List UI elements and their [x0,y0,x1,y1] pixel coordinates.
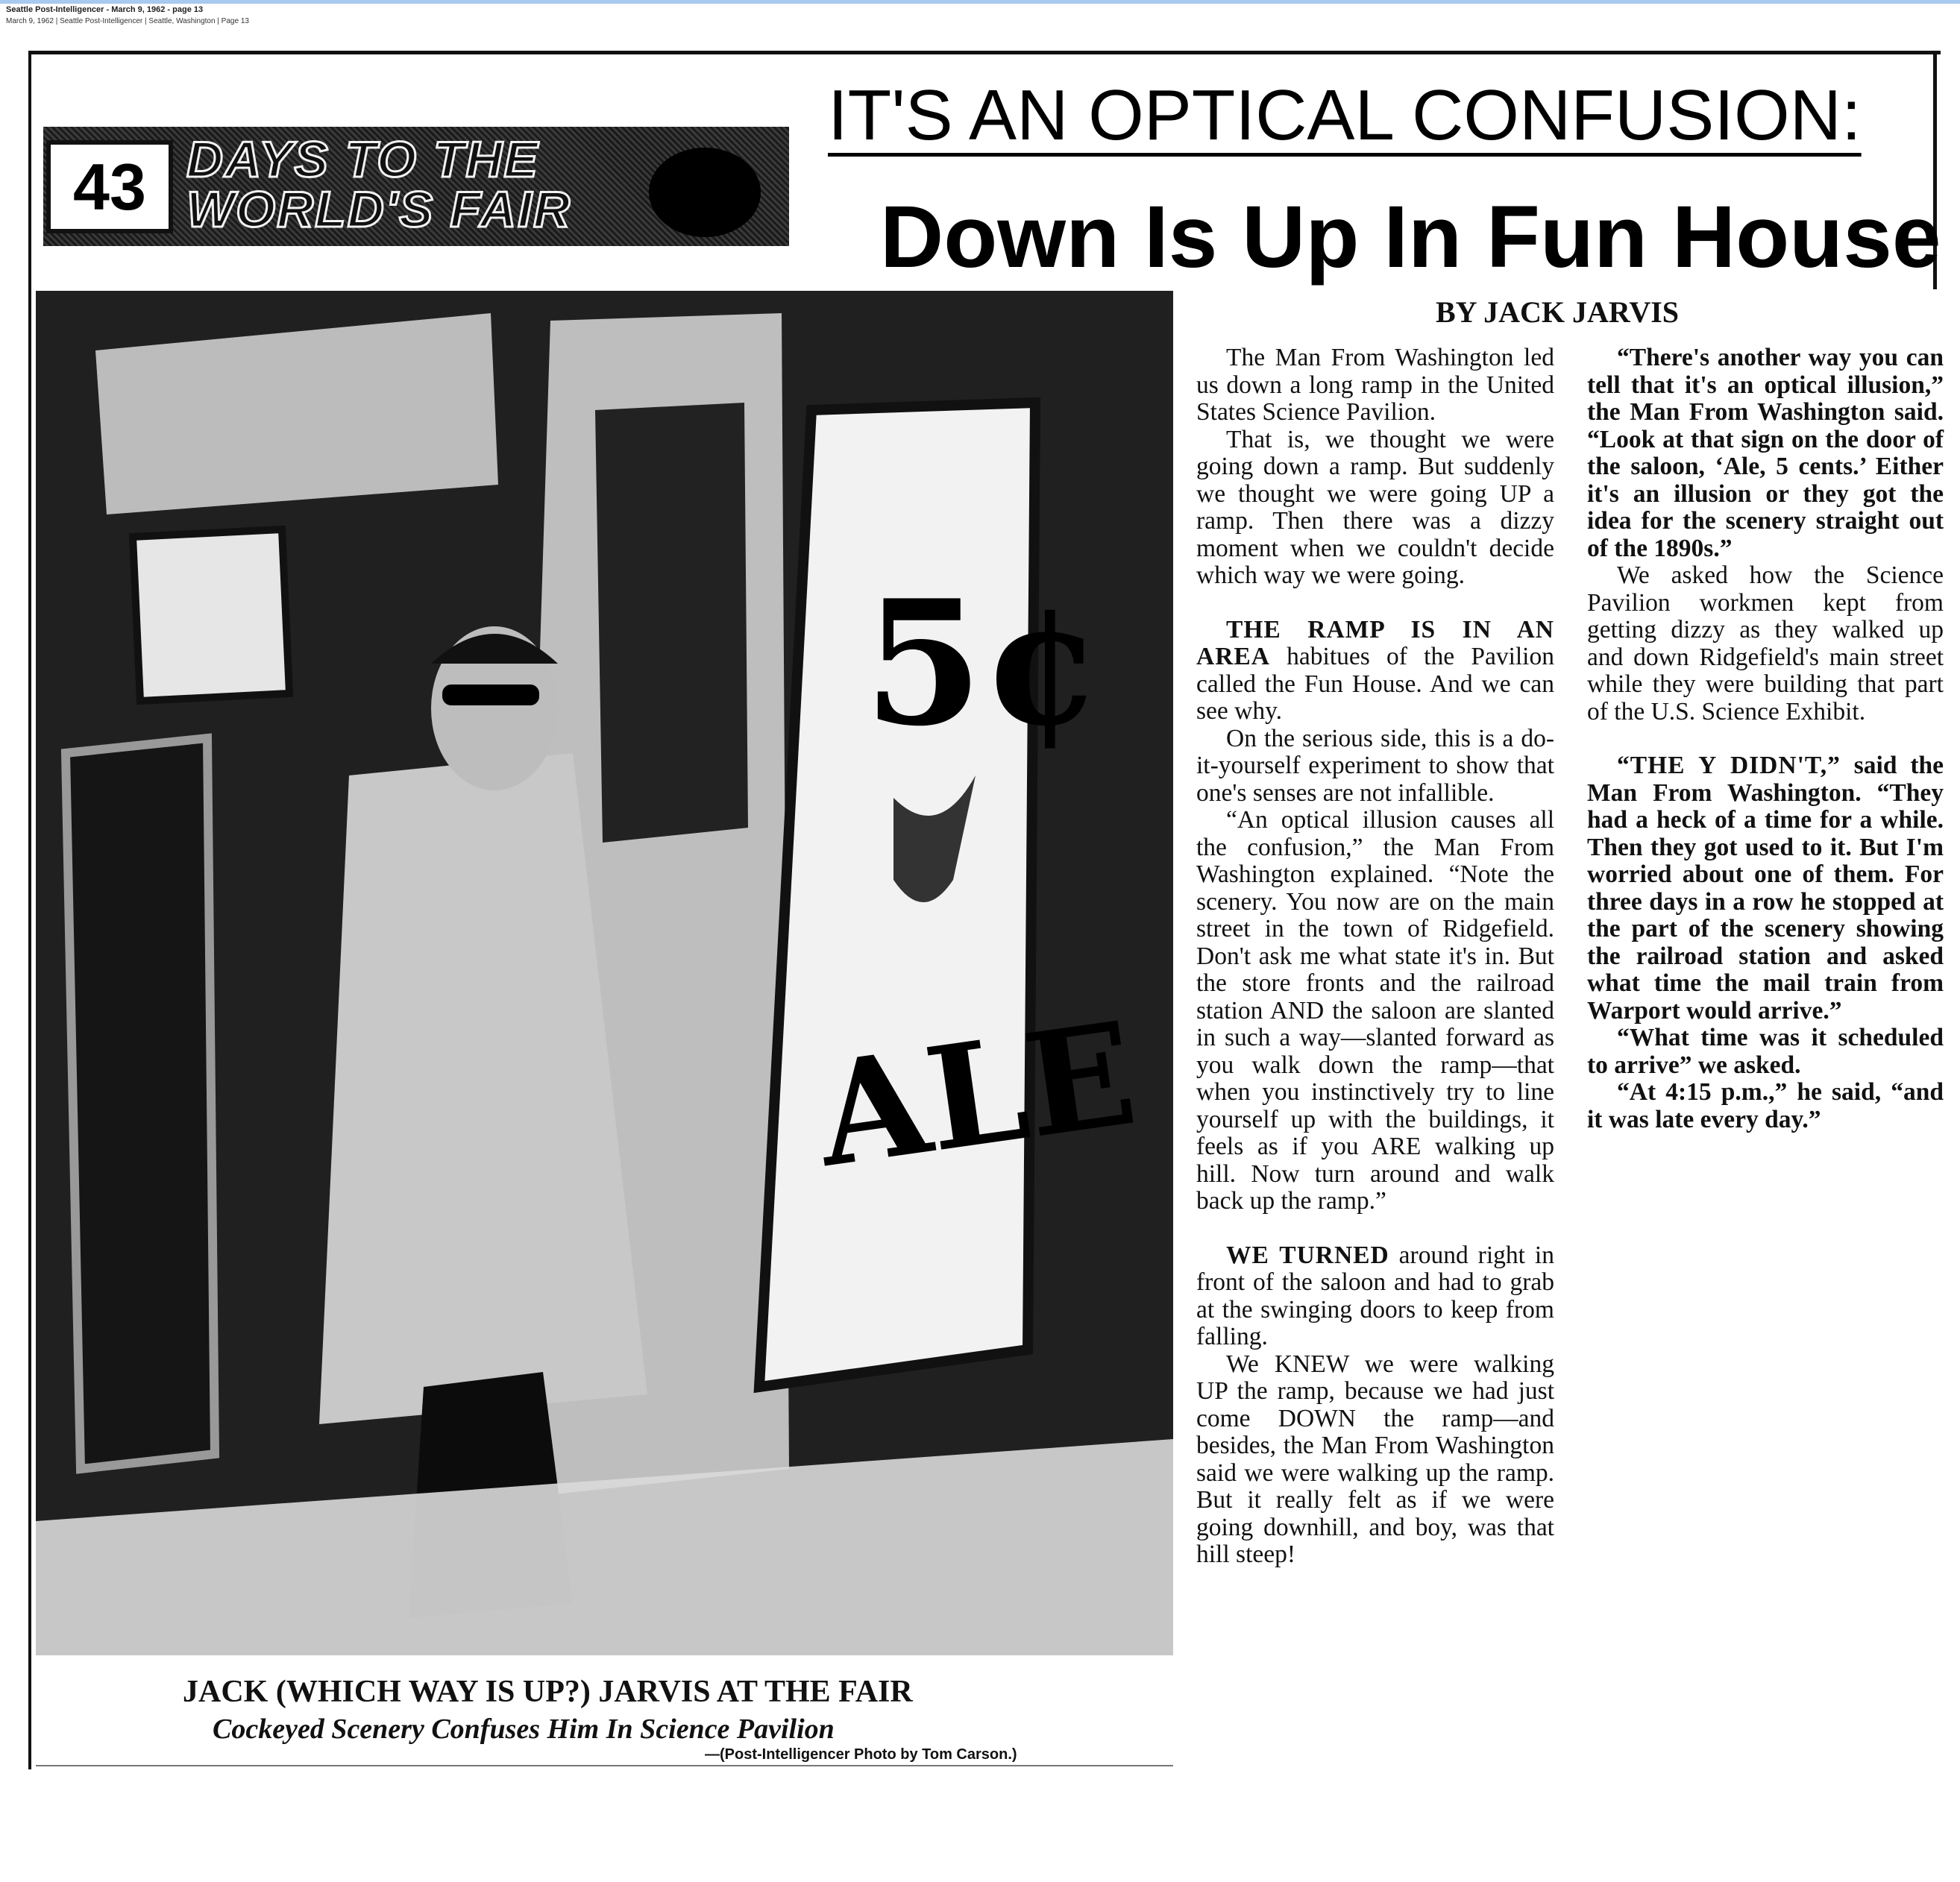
source-citation: March 9, 1962 | Seattle Post-Intelligencer | Seattle, Washington | Page 13 [6,17,249,25]
sign-word: ALE [807,989,1146,1199]
paragraph-lead-in: THE RAMP IS IN AN AREA [1196,615,1554,670]
paragraph-lead-in: “THE Y DIDN'T,” [1617,752,1841,779]
sign-price: 5¢ [864,563,1103,764]
article-paragraph: We asked how the Science Pavilion workmen kept from getting dizzy as they walked up and down Ridgefield's main street while they were building that part of the U.S. Science Exhibit. [1587,561,1944,726]
article-paragraph: On the serious side, this is a do-it-yourself experiment to show that one's senses are not infallible. [1196,724,1554,807]
countdown-number-box [46,140,173,233]
article-paragraph: “At 4:15 p.m.,” he said, “and it was late every day.” [1587,1078,1944,1133]
article-paragraph: “THE Y DIDN'T,” said the Man From Washington. “They had a heck of a time for a while. Then they got used to it. But I'm worried about one of them. For three days in a row he stopped at the part of the scenery showing the railroad station and asked what time the mail train from Warport would arrive.” [1587,752,1944,1025]
article-paragraph: “An optical illusion causes all the confusion,” the Man From Washington explained. “Note the scenery. You now are on the main street in the town of Ridgefield. Don't ask me what state it's in. But the store fronts and the railroad station AND the saloon are slanted in such a way—slanted forward as you walk down the ramp—that when you instinctively try to line yourself up with the buildings, it feels as if you ARE walking up hill. Now turn around and walk back up the ramp.” [1196,806,1554,1215]
byline: BY JACK JARVIS [1436,295,1680,329]
news-photo [36,291,1173,1655]
source-title: Seattle Post-Intelligencer - March 9, 1962 - page 13 [6,5,204,14]
article-column-1 [1196,344,1554,1569]
article-paragraph: That is, we thought we were going down a ramp. But suddenly we thought we were going UP a ramp. Then there was a dizzy moment when we couldn't decide which way we were going. [1196,425,1554,589]
article-paragraph: THE RAMP IS IN AN AREA habitues of the Pavilion called the Fun House. And we can see why. [1196,615,1554,725]
headline-main: Down Is Up In Fun House [880,188,1941,286]
paragraph-lead-in: WE TURNED [1226,1241,1389,1269]
article-column-2 [1587,344,1944,1133]
photo-caption-title: JACK (WHICH WAY IS UP?) JARVIS AT THE FAIR [183,1675,913,1709]
article-paragraph: “What time was it scheduled to arrive” we asked. [1587,1024,1944,1079]
globe-logo-icon [649,148,761,237]
countdown-number: 43 [73,149,146,224]
photo-caption-subtitle: Cockeyed Scenery Confuses Him In Science Pavilion [213,1713,835,1745]
article-paragraph: WE TURNED around right in front of the saloon and had to grab at the swinging doors to keep from falling. [1196,1241,1554,1350]
article-paragraph: The Man From Washington led us down a long ramp in the United States Science Pavilion. [1196,344,1554,426]
headline-kicker: IT'S AN OPTICAL CONFUSION: [828,75,1862,155]
photo-illustration [36,291,1173,1655]
caption-rule [36,1765,1173,1766]
article-paragraph: “There's another way you can tell that it's an optical illusion,” the Man From Washington said. “Look at that sign on the door of the saloon, ‘Ale, 5 cents.’ Either it's an illusion or they got the idea for the scenery straight out of the 1890s.” [1587,344,1944,562]
article-paragraph: We KNEW we were walking UP the ramp, because we had just come DOWN the ramp—and besides, the Man From Washington said we were walking up the ramp. But it really felt as if we were going downhill, and boy, was that hill steep! [1196,1350,1554,1568]
photo-credit: —(Post-Intelligencer Photo by Tom Carson.) [705,1746,1017,1763]
countdown-label-line-2: WORLD'S FAIR [186,181,572,238]
countdown-label-line-1: DAYS TO THE [186,131,539,188]
viewer-top-bar [0,0,1960,4]
